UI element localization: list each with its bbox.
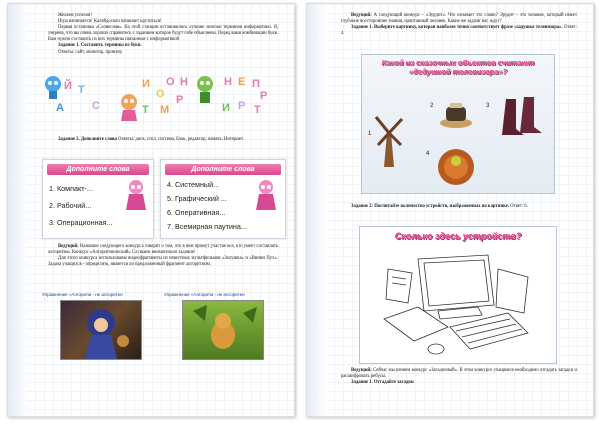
letter: С — [92, 100, 100, 112]
letter: О — [156, 88, 165, 100]
letter: Т — [78, 84, 85, 96]
task2-question: Посчитайте количество устройств, изображенных на картинке. — [374, 204, 509, 209]
contest-text: Для этого конкурса использованы видеофрагменты из известных мультфильмов «Золушка» и «Винни Пух». Задача учащихся - определить, является ли предложенный фрагмент алгоритмом. — [48, 256, 278, 268]
task1-title: Задание 1. Составить термины из букв. — [58, 43, 142, 49]
task3-text: Задание 1. Отгадайте загадки — [351, 380, 414, 386]
card-2-item-2: 5. Графический ... — [167, 194, 227, 203]
card-1-item-3: 3. Операционная... — [49, 218, 113, 227]
card-2-item-1: 4. Системный... — [167, 180, 220, 189]
task1-answer: Ответ: 4. — [341, 25, 578, 37]
panel-1-title: Упражнение «Алгоритм - не алгоритм» — [42, 292, 124, 297]
letter: И — [142, 78, 150, 90]
pic-number-4: 4 — [426, 151, 430, 157]
card-2-item-4: 7. Всемирная паутина... — [167, 222, 247, 231]
card-2-title: Дополните слова — [165, 164, 281, 175]
erudite-intro — [341, 13, 577, 37]
task2-title: Задание 2: — [351, 204, 374, 209]
winnie-pooh-video-frame — [182, 300, 264, 360]
task1-answer: Ответы: сайт, монитор, принтер — [58, 49, 122, 55]
right-page — [306, 3, 594, 417]
devices-panel — [359, 226, 557, 364]
letter: Р — [260, 90, 268, 102]
letter: Р — [238, 100, 246, 112]
task2-text — [48, 137, 278, 143]
task2-text — [341, 204, 577, 210]
leader-speech: А следующий конкурс – «Эрудит». Что означает это слово? Эрудит – это человек, который имеет глубокие всесторонние знания, начитанный человек. Какие же задачи нас ждут? — [341, 13, 577, 25]
leader-label: Ведущий: — [351, 13, 372, 18]
card-2-item-3: 6. Оперативная... — [167, 208, 226, 217]
iron-icon — [436, 99, 476, 129]
fixik-girl-icon — [253, 178, 279, 212]
letter: М — [160, 104, 170, 116]
intro-line-2: Игра начинается! Калейдоскоп начинает крутиться! — [58, 19, 162, 25]
pic-number-2: 2 — [430, 103, 434, 109]
task2-answer: Ответ: 6. — [510, 204, 528, 209]
letter: Т — [254, 104, 261, 116]
tv-grandfather-panel — [361, 54, 555, 194]
mystery-text — [341, 368, 577, 386]
left-page — [7, 3, 295, 417]
devices-sketch-icon — [378, 249, 538, 359]
letter: Н — [224, 76, 232, 88]
letters-illustration — [42, 74, 272, 130]
banner-1-line-2: «дедушкой телевизора»? — [408, 67, 508, 76]
card-1-item-1: 1. Компакт-... — [49, 184, 93, 193]
letter: И — [222, 102, 230, 114]
letter: Р — [176, 94, 184, 106]
task2-bold: Дополните слова — [80, 137, 117, 142]
fixik-girl-icon — [118, 92, 140, 122]
letter: Е — [238, 76, 246, 88]
saucer-apple-icon — [436, 147, 476, 187]
letter: П — [252, 78, 260, 90]
fill-words-card-2 — [160, 159, 286, 239]
task1-text: Задание 1. Выберите картинку, которая наиболее точно соответствует фразе «задушка телевизора». — [351, 25, 563, 31]
letter: Н — [180, 76, 188, 88]
leader2-speech: Сейчас мы начнем конкурс «Загадочный». В этом конкурсе учащимся необходимо отгадать загадки и расшифровать ребусы. — [341, 368, 578, 380]
fixik-girl-icon — [123, 178, 149, 212]
card-1-title: Дополните слова — [47, 164, 149, 175]
letter: Й — [64, 80, 72, 92]
cinderella-video-frame — [60, 300, 142, 360]
leader2-label: Ведущий: — [351, 368, 372, 373]
leader-label: Ведущий: — [58, 244, 79, 249]
intro-line-1: Желаем успехов! — [58, 13, 92, 18]
task2-title: Задание 2. — [58, 137, 80, 142]
banner-2-title: Сколько здесь устройств? — [394, 231, 522, 241]
fill-words-card-1 — [42, 159, 154, 239]
leader-speech: Название следующего конкурса говорит о том, что в нем примут участие все, кто умеет составлять алгоритмы. Конкурс «Алгоритмический» Слушаем внимательно задание! — [48, 244, 279, 256]
fairy-godmother-image — [61, 301, 141, 359]
intro-text — [48, 13, 278, 56]
winnie-pooh-image — [183, 301, 263, 359]
fixik-boy-icon — [192, 74, 218, 104]
pic-number-3: 3 — [486, 103, 490, 109]
card-1-item-2: 2. Рабочий... — [49, 201, 92, 210]
letter: О — [166, 76, 175, 88]
task2-answer: Ответы: диск, стол, система, блок, редактор, память, Интернет. — [118, 137, 244, 142]
leader-text — [48, 244, 278, 268]
intro-line-3: Первая остановка «Словесная». На этой станции остановились лучшие знатоки терминов информатики. Я, уверена, что вы очень хорошо справитесь с заданием которое будут себе объяснены. Перед вами комбинации букв. Вам нужно составить из них термины связанные с информатикой — [48, 25, 278, 43]
panel-2-title: Упражнение «Алгоритм - не алгоритм» — [164, 292, 246, 297]
pic-number-1: 1 — [368, 131, 372, 137]
boots-icon — [500, 95, 544, 139]
windmill-icon — [374, 111, 404, 167]
letter: Т — [142, 104, 149, 116]
letter: А — [56, 102, 64, 114]
fixik-character-icon — [42, 74, 64, 100]
banner-1-line-1: Какой из сказочных объектов считают — [381, 58, 535, 67]
